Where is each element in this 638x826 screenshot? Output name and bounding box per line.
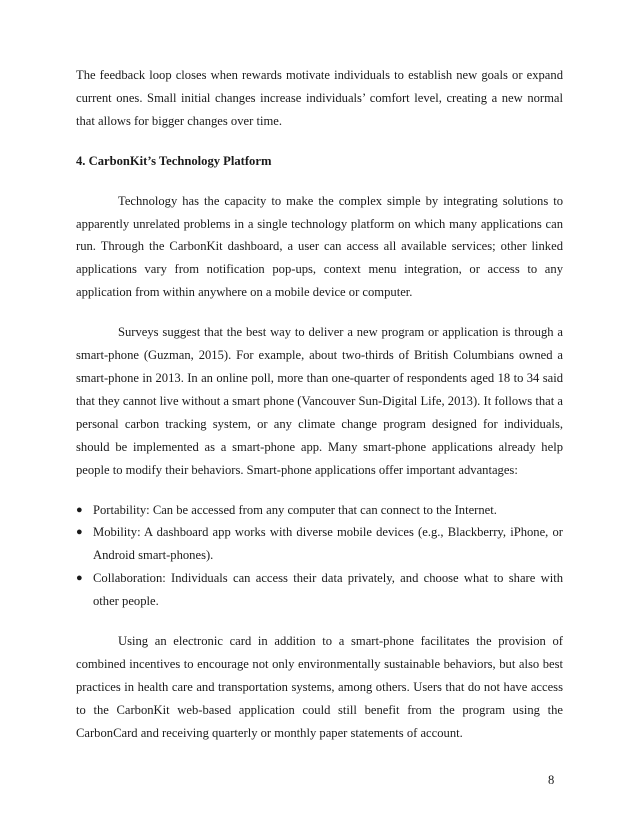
list-item	[76, 521, 563, 567]
bullet-icon: ●	[76, 572, 83, 585]
intro-paragraph: The feedback loop closes when rewards motivate individuals to establish new goals or expand current ones. Small initial changes increase individuals’ comfort level, creating a new normal that allows for bigger changes over time.	[76, 68, 563, 128]
page-number: 8	[548, 773, 555, 787]
list-item-text: Portability: Can be accessed from any computer that can connect to the Internet.	[93, 502, 497, 517]
carboncard-paragraph: Using an electronic card in addition to a smart-phone facilitates the provision of combined incentives to encourage not only environmentally sustainable behaviors, but also best practices in health care and transportation systems, among others. Users that do not have access to the CarbonKit web-based application could still benefit from the program using the CarbonCard and receiving quarterly or monthly paper statements of account.	[76, 634, 563, 740]
list-item-text: Mobility: A dashboard app works with diverse mobile devices (e.g., Blackberry, iPhone, or Android smart-phones).	[93, 525, 563, 563]
bullet-icon: ●	[76, 526, 83, 539]
list-item-text: Collaboration: Individuals can access their data privately, and choose what to share with other people.	[93, 571, 563, 609]
technology-paragraph: Technology has the capacity to make the complex simple by integrating solutions to apparently unrelated problems in a single technology platform on which many applications can run. Through the CarbonKit dashboard, a user can access all available services; other linked applications vary from notification pop-ups, context menu integration, or access to any application from within anywhere on a mobile device or computer.	[76, 193, 563, 300]
document-page	[76, 64, 563, 745]
section-heading: 4. CarbonKit’s Technology Platform	[76, 153, 272, 168]
surveys-paragraph: Surveys suggest that the best way to deliver a new program or application is through a smart-phone (Guzman, 2015). For example, about two-thirds of British Columbians owned a smart-phone in 2013. In an online poll, more than one-quarter of respondents aged 18 to 34 said that they cannot live without a smart phone (Vancouver Sun-Digital Life, 2013). It follows that a personal carbon tracking system, or any climate change program designed for individuals, should be implemented as a smart-phone app. Many smart-phone applications already help people to modify their behaviors. Smart-phone applications offer important advantages:	[76, 325, 563, 477]
advantages-list	[76, 499, 563, 614]
list-item	[76, 499, 563, 522]
list-item	[76, 567, 563, 613]
bullet-icon: ●	[76, 503, 83, 516]
